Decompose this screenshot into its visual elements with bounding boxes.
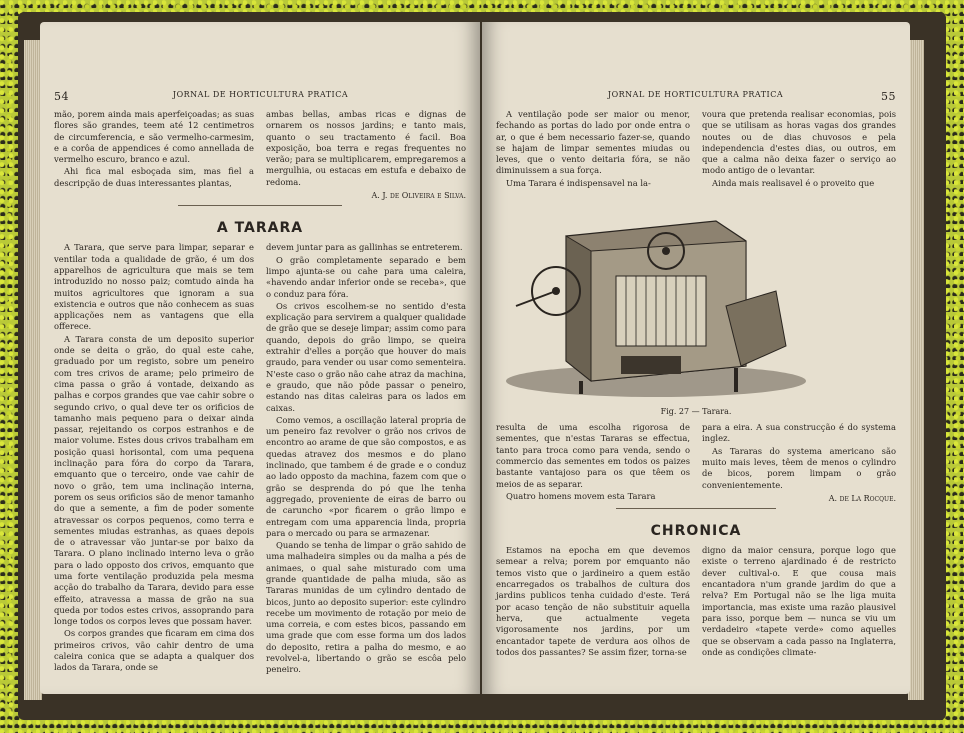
page-number: 55	[881, 90, 896, 103]
running-head: JORNAL DE HORTICULTURA PRATICA	[607, 90, 784, 99]
paragraph: Ahi fica mal esboçada sim, mas fiel a descripção de duas interessantes plantas,	[54, 166, 254, 188]
paragraph: Como vemos, a oscillação lateral propria de um peneiro faz revolver o grão nos crivos de encontro ao arame de que são compostos, e as quedas atravez dos mesmos e do plano inclinado, que tambem é de grade e o conduz ao lado opposto da machina, fazem com que o grão se desprenda do pó que lhe tenha aggregado, proveniente de eiras de barro ou de caruncho «por ficarem o grão limpo e entregam com uma apparencia linda, propria para o mercado ou para se armazenar.	[266, 414, 466, 538]
left-page	[40, 22, 480, 694]
paragraph: Ainda mais realisavel é o proveito que	[712, 177, 875, 188]
right-page	[482, 22, 910, 694]
left-page-header	[54, 32, 466, 103]
paragraph: Uma Tarara é indispensavel na la-	[506, 177, 651, 188]
paragraph: Estamos na epocha em que devemos semear a relva; porem por emquanto não temos visto que o jardineiro a quem estão encarregados os trabalhos de cultura dos jardins publicos tenha cuidado d'este. Terá por acaso tenção de não substituir aquella herva, que actualmente vegeta vigorosamente nos jardins, por um encantador tapete de verdura aos olhos de todos dos passantes? Se assim fizer, torna-se	[496, 545, 690, 657]
paragraph: resulta de uma escolha rigorosa de sementes, que n'estas Tararas se effectua, tanto para troca como para venda, sendo o commercio das sementes em todos os paizes bastante vantajoso para os que têem os meios de as separar.	[496, 422, 690, 489]
signature: A. de La Rocque.	[828, 493, 896, 503]
page-number: 54	[54, 90, 69, 103]
chronica-columns	[496, 545, 896, 659]
paragraph: O grão completamente separado e bem limpo ajunta-se ou cahe para uma caleira, «havendo andar inferior onde se receba», que o conduz para fóra.	[266, 254, 466, 299]
paragraph: ambas bellas, ambas ricas e dignas de ornarem os nossos jardins; e tanto mais, quanto o seu tractamento é facil. Boa exposição, boa terra e regas frequentes no verão; para se multiplicarem, empregaremos a mergulhia, ou estacas em estufa e debaixo de redoma.	[266, 109, 466, 187]
paragraph: Quando se tenha de limpar o grão sahido de uma malhadeira simples ou da malha a pés de animaes, o qual sahe misturado com uma grande quantidade de palha miuda, são as Tararas munidas de um cylindro dentado de bicos, junto ao deposito superior: este cylindro recebe um movimento de rotação por meio de uma correia, e com estes bicos, passando em uma grade que com esse forma um dos lados do deposito, retira a palha do mesmo, e ao revolvel-a, libertando o grão se escôa pelo peneiro.	[266, 540, 466, 675]
paragraph: devem juntar para as gallinhas se entreterem.	[266, 242, 463, 253]
paragraph: Quatro homens movem esta Tarara	[506, 490, 656, 501]
tarara-machine-illustration	[496, 196, 806, 401]
signature: A. J. de Oliveira e Silva.	[371, 191, 466, 201]
article-columns	[54, 242, 466, 676]
section-title: CHRONICA	[650, 523, 742, 540]
running-head: JORNAL DE HORTICULTURA PRATICA	[172, 90, 349, 99]
paragraph: A Tarara consta de um deposito superior onde se deita o grão, do qual este cahe, graduado por um registo, sobre um peneiro com tres crivos de arame; pelo primeiro de cima passa o grão á vontade, deixando as palhas e corpos grandes que vae cahir sobre o segundo crivo, o qual deve ter os orificios de tamanho mais pequeno para o deixar ainda passar, rejeitando os corpos estranhos e de maior volume. Estes dous crivos trabalham em posição quasi horisontal, com uma pequena inclinação para fóra do corpo da Tarara, emquanto que o terceiro, onde vae cahir de novo o grão, tem uma inclinação interna, porem os seus orificios são de menor tamanho do que a semente, a fim de poder somente atravessar os corpos pequenos, como terra e sementes miudas estranhas, as quaes depois de o atravessar vão juntar-se por baixo da Tarara. O plano inclinado interno leva o grão para o lado opposto dos crivos, emquanto que uma forte ventilação produzida pela mesma acção do trabalho da Tarara, devido para esse effeito, atravessa a massa de grão na sua queda por todos estes crivos, assoprando para longe todos os corpos leves que possam haver.	[54, 333, 254, 627]
divider	[616, 508, 776, 509]
paragraph: digno da maior censura, porque logo que existe o terreno ajardinado é de restricto dever cultival-o. E que cousa mais encantadora n'um grande jardim do que a relva? Em Portugal não se lhe liga muita importancia, mas existe uma razão plausivel para isso, porque bem — nunca se viu um verdadeiro «tapete verde» como aquelles que se observam a cada passo na Inglaterra, onde as condições climate-	[702, 545, 896, 657]
left-top-columns	[54, 109, 466, 201]
paragraph: voura que pretenda realisar economias, pois que se utilisam as horas vagas dos grandes noutes ou de dias chuvosos e pela independencia d'estes dias, ou outros, em que a calma não deixa fazer o serviço ao modo antigo de o levantar.	[702, 109, 896, 176]
right-top-columns	[496, 109, 896, 190]
paragraph: As Tararas do systema americano são muito mais leves, têem de menos o cylindro de bicos, porem limpam o grão convenientemente.	[702, 445, 896, 490]
figure-caption: Fig. 27 — Tarara.	[660, 407, 732, 417]
paragraph: Os corpos grandes que ficaram em cima dos primeiros crivos, vão cahir dentro de uma caleira conica que se adapta a qualquer dos lados da Tarara, onde se	[54, 628, 254, 673]
paragraph: A Tarara, que serve para limpar, separar e ventilar toda a qualidade de grão, é um dos apparelhos de agricultura que mais se tem introduzido no nosso paiz; comtudo ainda ha muitos agricultores que ignoram a sua existencia e outros que não conhecem as suas applicações nem as vantagens que ella offerece.	[54, 242, 254, 332]
right-page-header	[496, 32, 896, 103]
page-edges-right	[908, 40, 924, 700]
article-title: A TARARA	[216, 220, 304, 237]
paragraph: mão, porem ainda mais aperfeiçoadas; as suas flores são grandes, teem até 12 centimetros de circumferencia, e são vermelho-carmesim, e a corôa de appendices é como annellada de vermelho escuro, branco e azul.	[54, 109, 254, 165]
divider	[178, 205, 343, 206]
paragraph: A ventilação pode ser maior ou menor, fechando as portas do lado por onde entra o ar, o que é bem necessario fazer-se, quando se hajam de limpar sementes miudas ou leves, que o vento deitaria fóra, se não diminuissem a sua força.	[496, 109, 690, 176]
right-middle-columns	[496, 422, 896, 504]
paragraph: Os crivos escolhem-se no sentido d'esta explicação para servirem a qualquer qualidade de grão que se deseje limpar; assim como para quando, depois do grão limpo, se queira extrahir d'elles a porção que houver do mais graudo, para vender ou usar como sementeira. N'este caso o grão não cahe atraz da machina, e graudo, que não pôde passar o peneiro, estando nas ditas caleiras para os lados em caixas.	[266, 300, 466, 413]
paragraph: para a eira. A sua construcção é do systema inglez.	[702, 422, 896, 444]
